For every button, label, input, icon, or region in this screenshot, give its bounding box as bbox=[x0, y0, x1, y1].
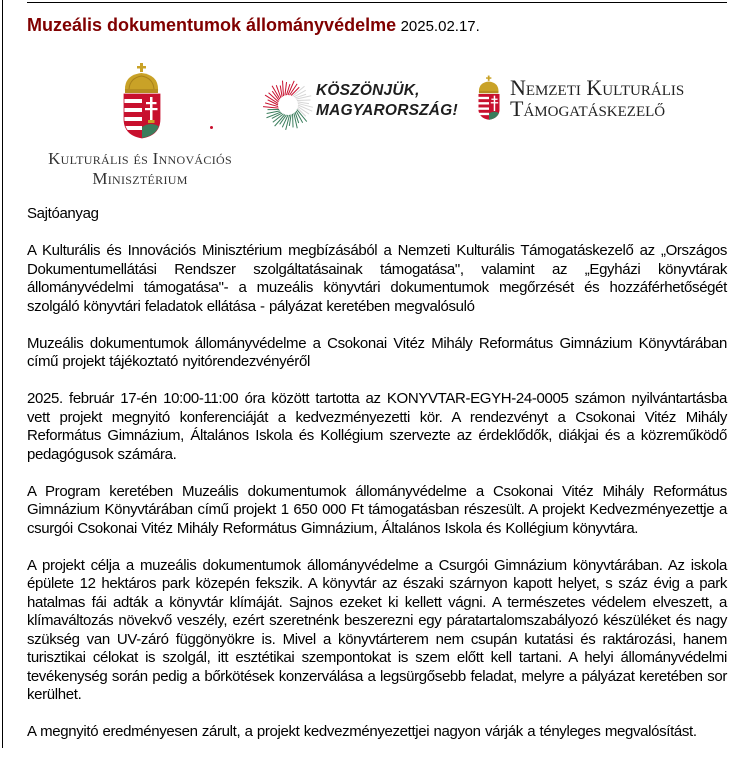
burst-ray bbox=[265, 103, 278, 107]
burst-ray bbox=[294, 113, 297, 128]
nkt-name bbox=[510, 77, 684, 119]
campaign-slogan-line2: MAGYARORSZÁG! bbox=[316, 101, 458, 121]
decorative-dot bbox=[210, 126, 213, 129]
hungarian-coat-of-arms-icon bbox=[476, 75, 502, 121]
burst-ray bbox=[285, 82, 287, 95]
nkt-name-line1: Nemzeti Kulturális bbox=[510, 77, 684, 98]
press-release-body bbox=[27, 205, 727, 760]
burst-ray bbox=[298, 103, 313, 107]
burst-ray bbox=[296, 96, 311, 99]
funding-paragraph: A Program keretében Muzeális dokumentumok állományvédelme a Csokonai Vitéz Mihály Református Gimnázium Könyvtárában című projekt 1 650 000 Ft támogatásban részesült. A projekt Kedvezményezettje a csurgói Csokonai Vitéz Mihály Református Gimnázium, Általános Iskola és Kollégium könyvtára. bbox=[27, 483, 727, 539]
event-paragraph: 2025. február 17-én 10:00-11:00 óra között tartotta az KONYVTAR-EGYH-24-0005 számon nyilvántartásba vett projekt megnyitó konferenciáját a kedvezményezetti kör. A rendezvényt a Csokonai Vitéz Mihály Református Gimnázium, Általános Iskola és Kollégium szervezte az érdeklődők, diákjai és a közreműködő pedagógusok számára. bbox=[27, 390, 727, 464]
subtitle-paragraph: Muzeális dokumentumok állományvédelme a Csokonai Vitéz Mihály Református Gimnázium Könyvtárában című projekt tájékoztató nyitórendezvényéről bbox=[27, 335, 727, 372]
nkt-name-line2: Támogatáskezelő bbox=[510, 98, 684, 119]
burst-ray bbox=[293, 114, 294, 128]
ministry-name-line1: Kulturális és Innovációs bbox=[40, 149, 240, 169]
article-header bbox=[27, 15, 480, 36]
campaign-slogan-line1: KÖSZÖNJÜK, bbox=[316, 81, 458, 101]
burst-ray bbox=[286, 115, 290, 130]
hungarian-coat-of-arms-icon bbox=[120, 63, 164, 139]
article-title: Muzeális dokumentumok állományvédelme bbox=[27, 15, 396, 35]
document-type-label: Sajtóanyag bbox=[27, 205, 727, 224]
header-rule bbox=[27, 2, 727, 3]
ministry-name bbox=[40, 149, 240, 189]
burst-ray bbox=[283, 81, 284, 96]
campaign-slogan bbox=[316, 81, 458, 121]
nkt-logo bbox=[476, 75, 716, 125]
campaign-logo bbox=[262, 75, 462, 135]
article-date: 2025.02.17. bbox=[401, 18, 480, 35]
burst-ray bbox=[297, 100, 311, 101]
tricolor-burst-icon bbox=[262, 75, 314, 135]
ministry-logo bbox=[40, 63, 240, 185]
closing-paragraph: A megnyitó eredményesen zárult, a projekt kedvezményezettjei nagyon várják a tényleges megvalósítást. bbox=[27, 723, 727, 742]
ministry-name-line2: Minisztérium bbox=[40, 169, 240, 189]
goal-paragraph: A projekt célja a muzeális dokumentumok állományvédelme a Csurgói Gimnázium könyvtárában. Az iskola épülete 12 hektáros park közepén fekszik. A könyvtár az északi szárnyon kapott helyet, s száz évig a park hatalmas fái adták a könyvtár klímáját. Sajnos ezeket ki kellett vágni. A természetes védelem elveszett, a klímaváltozás növekvő veszély, ezért szeretnénk beszerezni egy páratartalomszabályozó készüléket és nagy szükség van UV-záró függönyökre is. Mivel a könyvtárterem nem csupán kutatási és raktározási, hanem turisztikai célokat is szolgál, itt esztétikai szempontokat is szem előtt kell tartani. A helyi állományvédelmi tevékenység során pedig a bőrkötések konzerválása a legsürgősebb feladat, melyre a pályázat keretében sor kerülhet. bbox=[27, 557, 727, 705]
intro-paragraph: A Kulturális és Innovációs Minisztérium megbízásából a Nemzeti Kulturális Támogatáskezelő az „Országos Dokumentumellátási Rendszer szolgáltatásainak támogatása", valamint az „Egyházi könyvtárak állományvédelmi támogatása"- a muzeális könyvtári dokumentumok megőrzését és hozzáférhetőségét szolgáló könyvtári feladatok ellátása - pályázat keretében megvalósuló bbox=[27, 242, 727, 316]
logo-strip bbox=[0, 55, 744, 195]
burst-ray bbox=[280, 85, 282, 96]
burst-ray bbox=[263, 107, 278, 108]
